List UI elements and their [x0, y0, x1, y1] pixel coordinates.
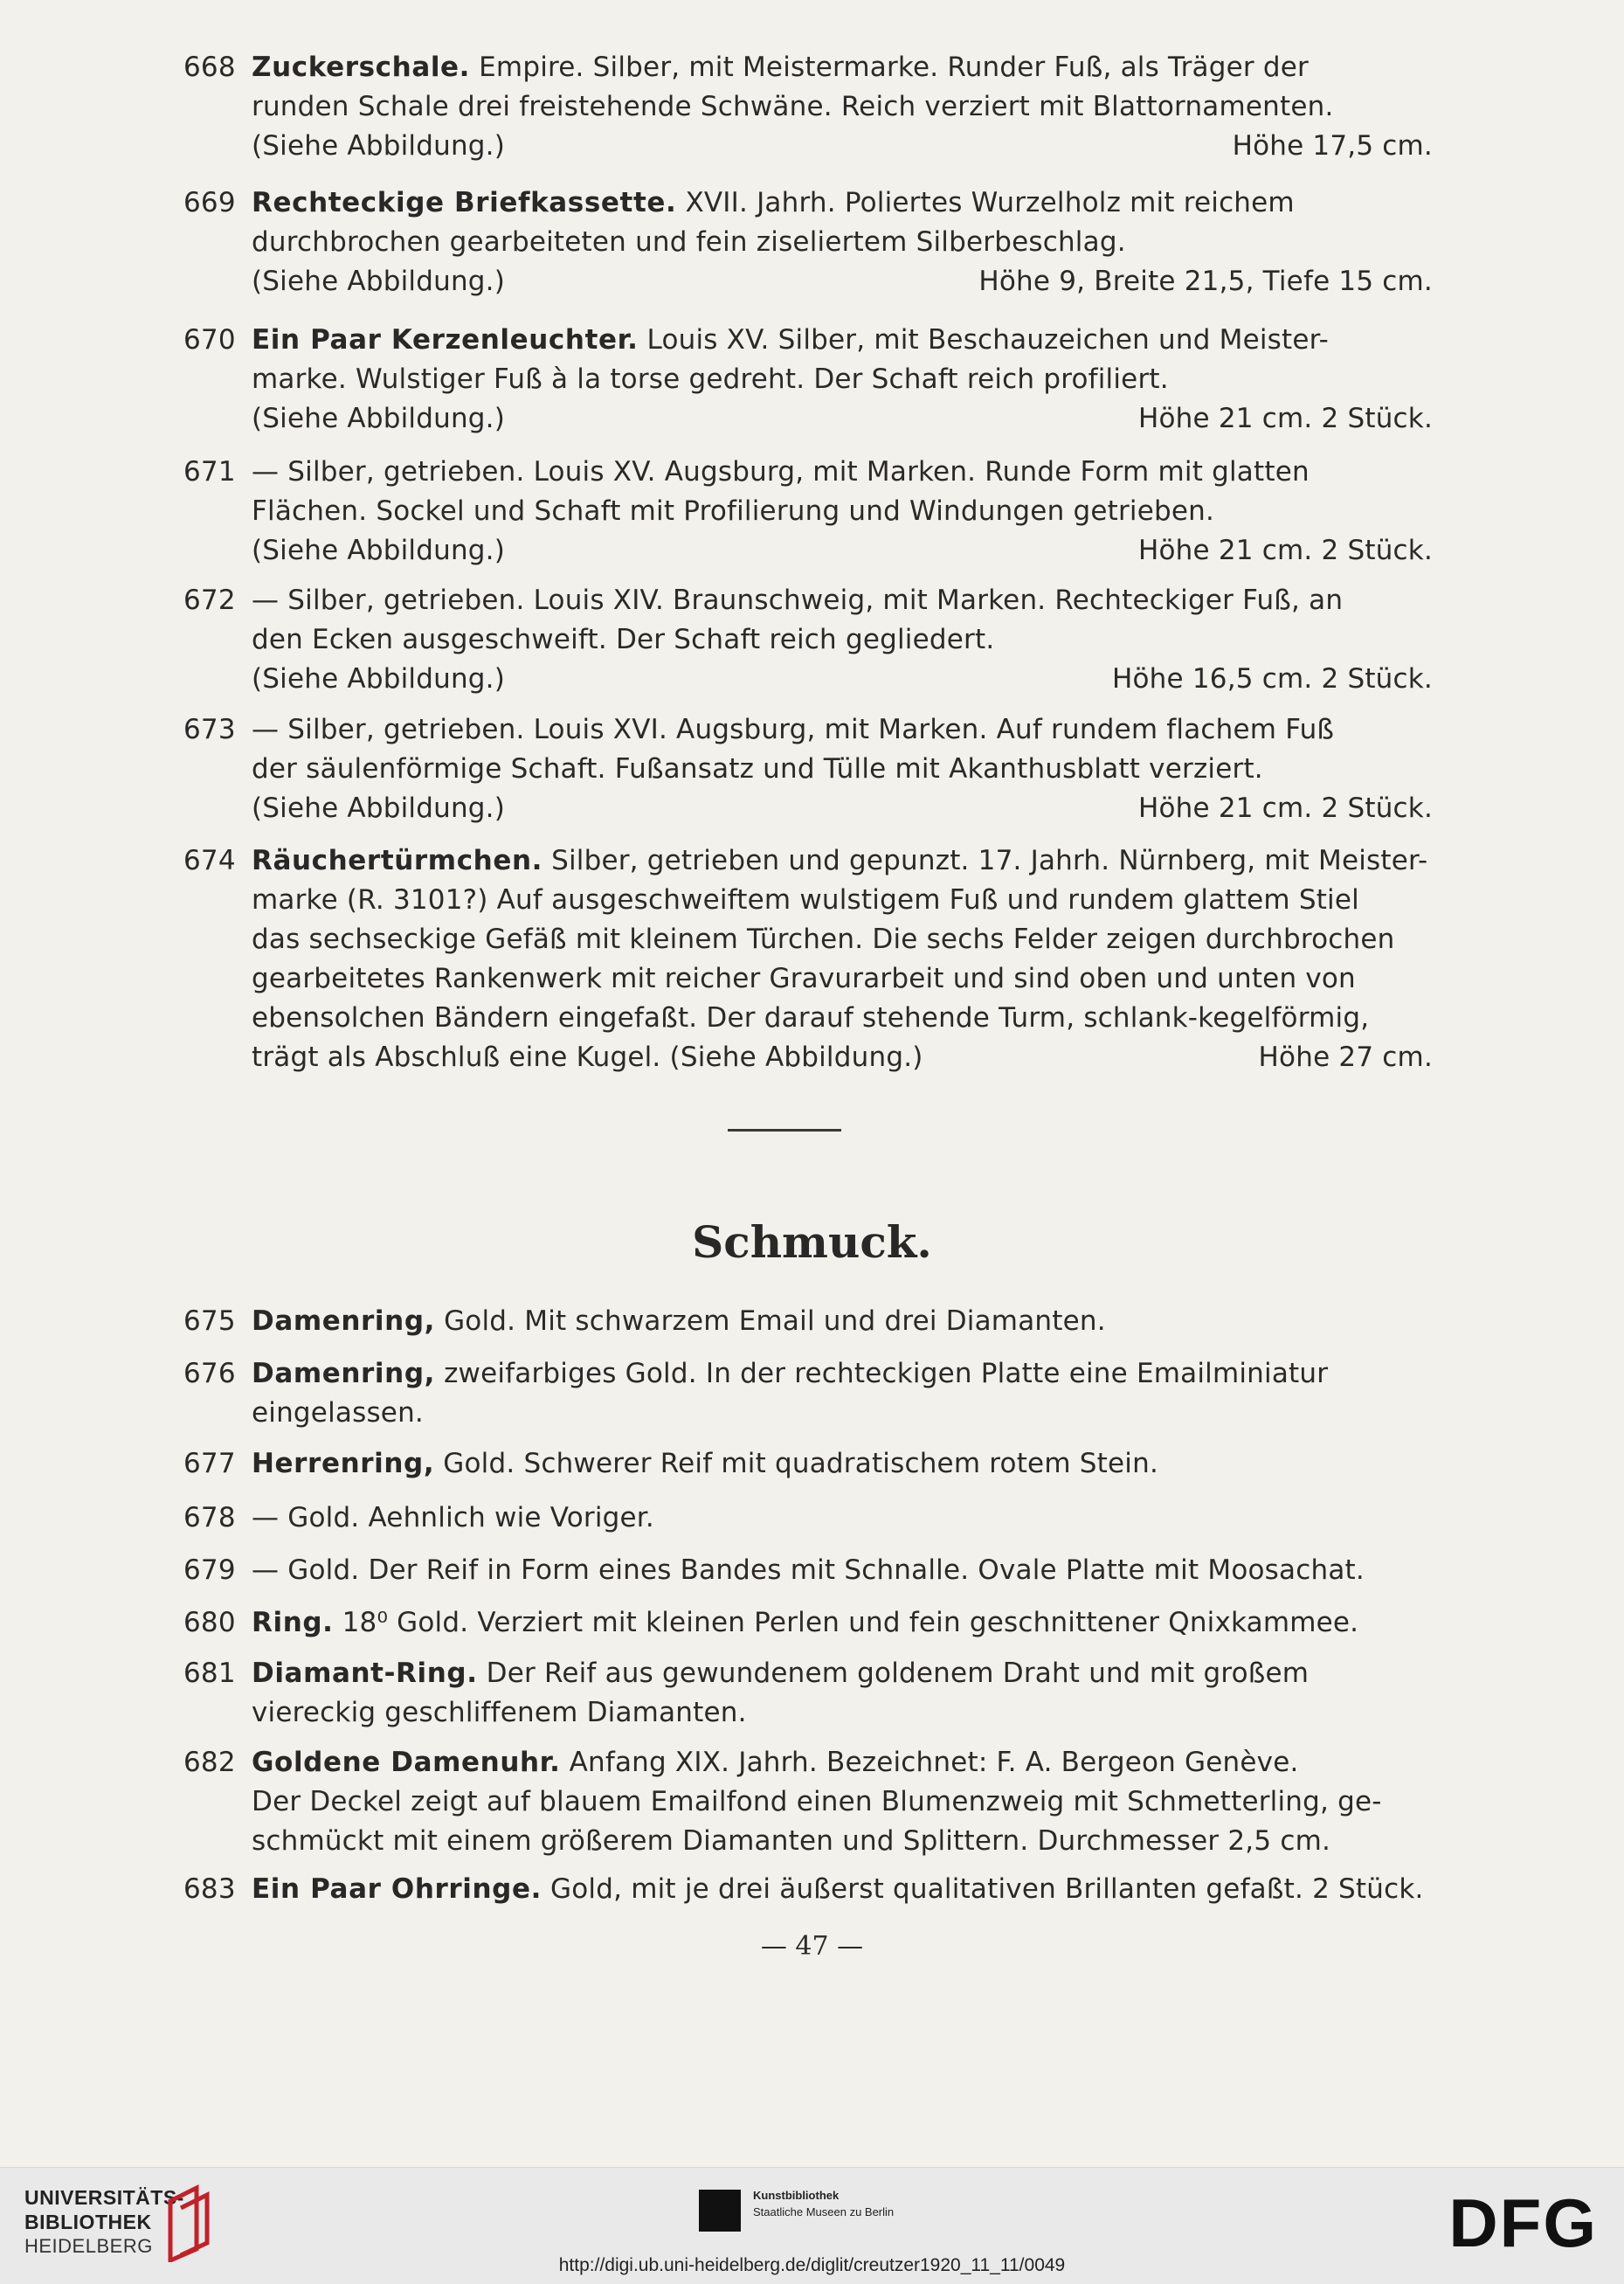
catalog-entry	[183, 1354, 1433, 1433]
entry-number: 669	[183, 187, 236, 218]
catalog-entry	[183, 48, 1433, 166]
catalog-entry	[183, 581, 1433, 699]
dimensions: Höhe 16,5 cm. 2 Stück.	[1112, 663, 1433, 695]
entry-text: Empire. Silber, mit Meistermarke. Runder Fuß, als Träger der	[479, 52, 1309, 83]
logo-text: HEIDELBERG	[24, 2235, 153, 2257]
entry-number: 675	[183, 1305, 236, 1337]
entry-title: Damenring,	[252, 1358, 435, 1389]
dimensions: Höhe 17,5 cm.	[1232, 130, 1433, 162]
entry-text: XVII. Jahrh. Poliertes Wurzelholz mit reichem	[685, 187, 1295, 218]
entry-number: 674	[183, 845, 236, 876]
entry-title: Damenring,	[252, 1305, 435, 1337]
entry-text: zweifarbiges Gold. In der rechteckigen Platte eine Emailminiatur	[444, 1358, 1329, 1389]
entry-title: Rechteckige Briefkassette.	[252, 187, 677, 218]
entry-text: — Silber, getrieben. Louis XIV. Braunschweig, mit Marken. Rechteckiger Fuß, an	[252, 585, 1344, 616]
entry-text: trägt als Abschluß eine Kugel. (Siehe Abbildung.)	[252, 1042, 923, 1073]
entry-text: Silber, getrieben und gepunzt. 17. Jahrh. Nürnberg, mit Meister-	[551, 845, 1428, 876]
entry-number: 682	[183, 1747, 236, 1778]
entry-number: 681	[183, 1658, 236, 1689]
entry-text: schmückt mit einem größerem Diamanten und Splittern. Durchmesser 2,5 cm.	[252, 1825, 1331, 1857]
entry-text: den Ecken ausgeschweift. Der Schaft reich gegliedert.	[252, 624, 995, 655]
entry-number: 671	[183, 456, 236, 488]
entry-title: Räuchertürmchen.	[252, 845, 543, 876]
see-illustration: (Siehe Abbildung.)	[252, 792, 506, 824]
entry-text: Flächen. Sockel und Schaft mit Profilierung und Windungen getrieben.	[252, 495, 1215, 527]
entry-title: Zuckerschale.	[252, 52, 471, 83]
entry-text: eingelassen.	[252, 1397, 424, 1429]
entry-number: 683	[183, 1873, 236, 1905]
entry-text: Gold. Schwerer Reif mit quadratischem rotem Stein.	[443, 1448, 1159, 1479]
entry-title: Goldene Damenuhr.	[252, 1747, 561, 1778]
catalog-entry	[183, 841, 1433, 1077]
dimensions: Höhe 27 cm.	[1258, 1042, 1433, 1073]
dimensions: Höhe 9, Breite 21,5, Tiefe 15 cm.	[978, 266, 1433, 297]
entry-text: Gold, mit je drei äußerst qualitativen Brillanten gefaßt. 2 Stück.	[550, 1873, 1424, 1905]
entry-number: 676	[183, 1358, 236, 1389]
viewer-footer	[0, 2167, 1624, 2284]
see-illustration: (Siehe Abbildung.)	[252, 266, 506, 297]
entry-title: Herrenring,	[252, 1448, 435, 1479]
entry-title: Ein Paar Ohrringe.	[252, 1873, 542, 1905]
kb-logo-icon	[699, 2190, 741, 2232]
logo-text: BIBLIOTHEK	[24, 2211, 152, 2233]
library-emblem-icon	[162, 2184, 223, 2262]
dimensions: Höhe 21 cm. 2 Stück.	[1137, 403, 1433, 434]
catalog-entry	[183, 1743, 1433, 1861]
entry-number: 677	[183, 1448, 236, 1479]
catalog-entry	[183, 1551, 1433, 1590]
catalog-entry	[183, 1498, 1433, 1538]
dimensions: Höhe 21 cm. 2 Stück.	[1137, 792, 1433, 824]
entry-title: Ein Paar Kerzenleuchter.	[252, 324, 639, 356]
entry-text: ebensolchen Bändern eingefaßt. Der darauf stehende Turm, schlank-kegelförmig,	[252, 1002, 1370, 1034]
section-divider	[728, 1129, 841, 1132]
catalog-entry	[183, 1603, 1433, 1643]
entry-text: marke. Wulstiger Fuß à la torse gedreht. Der Schaft reich profiliert.	[252, 363, 1169, 395]
kunstbibliothek-logo[interactable]	[699, 2185, 961, 2246]
entry-text: marke (R. 3101?) Auf ausgeschweiftem wulstigem Fuß und rundem glattem Stiel	[252, 884, 1359, 916]
entry-text: 18⁰ Gold. Verziert mit kleinen Perlen und fein geschnittener Qnixkammee.	[342, 1607, 1359, 1638]
catalog-entry	[183, 321, 1433, 439]
entry-title: Diamant-Ring.	[252, 1658, 478, 1689]
entry-text: — Gold. Der Reif in Form eines Bandes mit Schnalle. Ovale Platte mit Moosachat.	[252, 1554, 1365, 1586]
entry-number: 672	[183, 585, 236, 616]
catalog-entry	[183, 1302, 1433, 1341]
see-illustration: (Siehe Abbildung.)	[252, 663, 506, 695]
logo-text: Staatliche Museen zu Berlin	[753, 2205, 895, 2218]
entry-text: Der Reif aus gewundenem goldenem Draht und mit großem	[486, 1658, 1310, 1689]
see-illustration: (Siehe Abbildung.)	[252, 130, 506, 162]
entry-number: 679	[183, 1554, 236, 1586]
logo-text: UNIVERSITÄTS-	[24, 2186, 184, 2209]
entry-number: 673	[183, 714, 236, 745]
entry-text: durchbrochen gearbeiteten und fein ziseliertem Silberbeschlag.	[252, 226, 1126, 258]
catalog-entry	[183, 1654, 1433, 1733]
entry-text: — Gold. Aehnlich wie Voriger.	[252, 1502, 654, 1533]
page-number: — 47 —	[760, 1931, 864, 1962]
entry-text: der säulenförmige Schaft. Fußansatz und Tülle mit Akanthusblatt verziert.	[252, 753, 1263, 785]
university-library-logo[interactable]	[24, 2185, 184, 2259]
entry-text: Louis XV. Silber, mit Beschauzeichen und Meister-	[646, 324, 1329, 356]
entry-number: 680	[183, 1607, 236, 1638]
see-illustration: (Siehe Abbildung.)	[252, 535, 506, 566]
catalog-entry	[183, 1870, 1433, 1909]
page-url[interactable]: http://digi.ub.uni-heidelberg.de/diglit/creutzer1920_11_11/0049	[558, 2255, 1066, 2275]
entry-number: 678	[183, 1502, 236, 1533]
logo-text: Kunstbibliothek	[753, 2189, 840, 2202]
entry-text: Gold. Mit schwarzem Email und drei Diamanten.	[444, 1305, 1106, 1337]
dimensions: Höhe 21 cm. 2 Stück.	[1137, 535, 1433, 566]
entry-title: Ring.	[252, 1607, 334, 1638]
catalog-entry	[183, 710, 1433, 828]
entry-number: 670	[183, 324, 236, 356]
see-illustration: (Siehe Abbildung.)	[252, 403, 506, 434]
entry-text: viereckig geschliffenem Diamanten.	[252, 1697, 747, 1728]
entry-text: — Silber, getrieben. Louis XV. Augsburg, mit Marken. Runde Form mit glatten	[252, 456, 1310, 488]
entry-number: 668	[183, 52, 236, 83]
entry-text: runden Schale drei freistehende Schwäne. Reich verziert mit Blattornamenten.	[252, 91, 1334, 122]
dfg-logo[interactable]: DFG	[1448, 2184, 1598, 2261]
entry-text: Anfang XIX. Jahrh. Bezeichnet: F. A. Bergeon Genève.	[569, 1747, 1299, 1778]
catalog-entry	[183, 183, 1433, 301]
entry-text: das sechseckige Gefäß mit kleinem Türchen. Die sechs Felder zeigen durchbrochen	[252, 924, 1395, 955]
catalog-entry	[183, 1444, 1433, 1484]
entry-text: Der Deckel zeigt auf blauem Emailfond einen Blumenzweig mit Schmetterling, ge-	[252, 1786, 1382, 1817]
catalog-entry	[183, 453, 1433, 571]
section-heading: Schmuck.	[692, 1216, 932, 1268]
entry-text: gearbeitetes Rankenwerk mit reicher Gravurarbeit und sind oben und unten von	[252, 963, 1356, 994]
entry-text: — Silber, getrieben. Louis XVI. Augsburg, mit Marken. Auf rundem flachem Fuß	[252, 714, 1335, 745]
